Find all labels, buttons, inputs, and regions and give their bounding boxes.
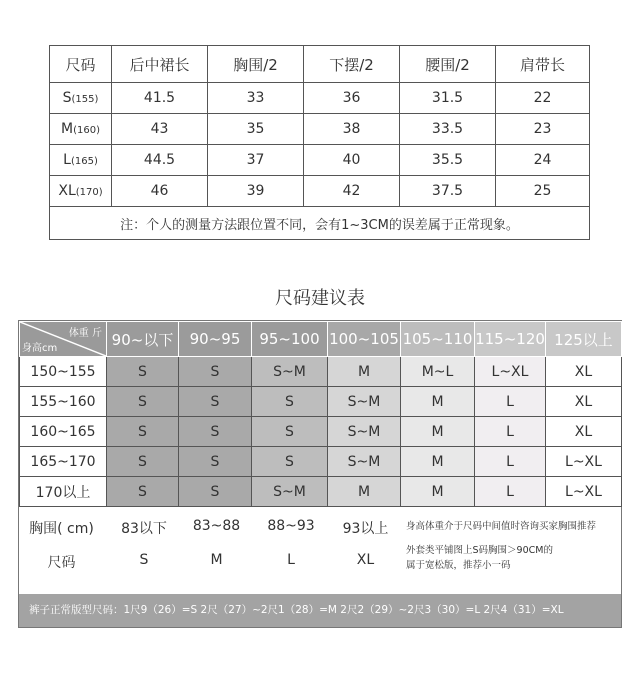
- height-cell: 155~160: [20, 387, 107, 417]
- chest-value: 93以上: [342, 521, 389, 537]
- size-table-header: [50, 46, 590, 83]
- header-hem: 下摆/2: [304, 46, 400, 83]
- size-row-value: XL: [356, 552, 375, 568]
- value-cell: 33.5: [400, 114, 496, 145]
- value-cell: 22: [496, 83, 590, 114]
- size-recommend-cell: S: [107, 387, 179, 417]
- size-recommend-cell: S: [179, 417, 252, 447]
- size-recommend-cell: S~M: [328, 387, 401, 417]
- pants-size-footer: 裤子正常版型尺码：1尺9（26）=S 2尺（27）~2尺1（28）=M 2尺2（29）~2尺3（30）=L 2尺4（31）=XL: [19, 594, 621, 627]
- value-cell: 23: [496, 114, 590, 145]
- size-recommend-cell: S: [179, 387, 252, 417]
- value-cell: 43: [112, 114, 208, 145]
- table-row: [50, 83, 590, 114]
- weight-header: 90~以下: [107, 322, 179, 357]
- value-cell: 44.5: [112, 145, 208, 176]
- tip-text: 属于宽松版，推荐小一码: [406, 560, 511, 571]
- size-recommend-cell: L: [475, 447, 546, 477]
- header-chest: 胸围/2: [208, 46, 304, 83]
- size-cell: S(155): [50, 83, 112, 114]
- header-waist: 腰围/2: [400, 46, 496, 83]
- value-cell: 35: [208, 114, 304, 145]
- table-row: [20, 357, 622, 387]
- recommend-table: [19, 321, 622, 507]
- size-recommend-cell: S: [107, 357, 179, 387]
- value-cell: 46: [112, 176, 208, 207]
- header-strap-length: 肩带长: [496, 46, 590, 83]
- size-recommend-cell: M: [401, 447, 475, 477]
- value-cell: 37.5: [400, 176, 496, 207]
- size-recommend-cell: XL: [546, 387, 622, 417]
- value-cell: 42: [304, 176, 400, 207]
- value-cell: 24: [496, 145, 590, 176]
- size-row-value: M: [210, 552, 223, 568]
- size-recommend-cell: XL: [546, 417, 622, 447]
- recommend-title: 尺码建议表: [275, 288, 365, 309]
- size-row-value: L: [287, 552, 295, 568]
- weight-header: 100~105: [328, 322, 401, 357]
- size-recommend-cell: S: [252, 417, 328, 447]
- table-row: [20, 417, 622, 447]
- size-row-label: 尺码: [47, 555, 76, 571]
- height-cell: 170以上: [20, 477, 107, 507]
- value-cell: 25: [496, 176, 590, 207]
- height-cell: 160~165: [20, 417, 107, 447]
- size-recommend-cell: S: [107, 477, 179, 507]
- weight-header: 105~110: [401, 322, 475, 357]
- size-recommend-cell: S~M: [252, 477, 328, 507]
- size-cell: M(160): [50, 114, 112, 145]
- size-recommend-cell: L~XL: [546, 447, 622, 477]
- size-cell: XL(170): [50, 176, 112, 207]
- corner-cell: [20, 322, 107, 357]
- table-row: [20, 477, 622, 507]
- value-cell: 38: [304, 114, 400, 145]
- table-row: [50, 145, 590, 176]
- value-cell: 36: [304, 83, 400, 114]
- size-recommend-cell: S: [179, 477, 252, 507]
- size-recommend-cell: S: [107, 417, 179, 447]
- chest-size-section: [18, 514, 622, 584]
- size-recommend-cell: M: [401, 477, 475, 507]
- size-cell: L(165): [50, 145, 112, 176]
- size-recommend-cell: S: [179, 447, 252, 477]
- header-back-length: 后中裙长: [112, 46, 208, 83]
- size-recommend-cell: M: [401, 387, 475, 417]
- size-recommend-cell: L~XL: [475, 357, 546, 387]
- size-recommend-cell: S~M: [252, 357, 328, 387]
- value-cell: 35.5: [400, 145, 496, 176]
- corner-height-label: 身高cm: [22, 343, 58, 354]
- size-recommend-cell: XL: [546, 357, 622, 387]
- value-cell: 41.5: [112, 83, 208, 114]
- value-cell: 39: [208, 176, 304, 207]
- chest-value: 88~93: [267, 518, 315, 534]
- size-recommend-cell: L: [475, 417, 546, 447]
- size-recommend-cell: M: [401, 417, 475, 447]
- size-recommend-cell: L: [475, 477, 546, 507]
- size-recommend-cell: S: [252, 387, 328, 417]
- value-cell: 31.5: [400, 83, 496, 114]
- table-row: [50, 114, 590, 145]
- chest-label: 胸围( cm): [29, 521, 94, 537]
- tip-text: 身高体重介于尺码中间值时咨询买家胸围推荐: [406, 521, 597, 532]
- size-recommend-cell: S: [252, 447, 328, 477]
- size-recommend-cell: M: [328, 357, 401, 387]
- table-row: [20, 447, 622, 477]
- value-cell: 33: [208, 83, 304, 114]
- weight-header: 125以上: [546, 322, 622, 357]
- size-recommend-cell: S~M: [328, 447, 401, 477]
- table-row: [20, 387, 622, 417]
- size-table: [49, 45, 590, 240]
- size-recommend-cell: S: [179, 357, 252, 387]
- weight-header: 95~100: [252, 322, 328, 357]
- size-table-note-row: [50, 207, 590, 240]
- size-recommend-cell: L~XL: [546, 477, 622, 507]
- height-cell: 150~155: [20, 357, 107, 387]
- recommend-header-row: [20, 322, 622, 357]
- size-recommend-cell: M: [328, 477, 401, 507]
- size-recommend-cell: S~M: [328, 417, 401, 447]
- chest-value: 83以下: [121, 521, 167, 537]
- chest-value: 83~88: [192, 518, 241, 534]
- tip-text: 外套类平铺图上S码胸围＞90CM的: [406, 545, 553, 556]
- table-row: [50, 176, 590, 207]
- size-recommend-cell: L: [475, 387, 546, 417]
- header-size: 尺码: [50, 46, 112, 83]
- size-recommend-cell: S: [107, 447, 179, 477]
- height-cell: 165~170: [20, 447, 107, 477]
- weight-header: 115~120: [475, 322, 546, 357]
- weight-header: 90~95: [179, 322, 252, 357]
- size-recommend-cell: M~L: [401, 357, 475, 387]
- value-cell: 40: [304, 145, 400, 176]
- measurement-note: 注：个人的测量方法跟位置不同，会有1~3CM的误差属于正常现象。: [50, 207, 590, 240]
- recommend-table-frame: [18, 320, 622, 628]
- size-row-value: S: [139, 552, 149, 568]
- corner-weight-label: 体重 斤: [68, 328, 102, 339]
- value-cell: 37: [208, 145, 304, 176]
